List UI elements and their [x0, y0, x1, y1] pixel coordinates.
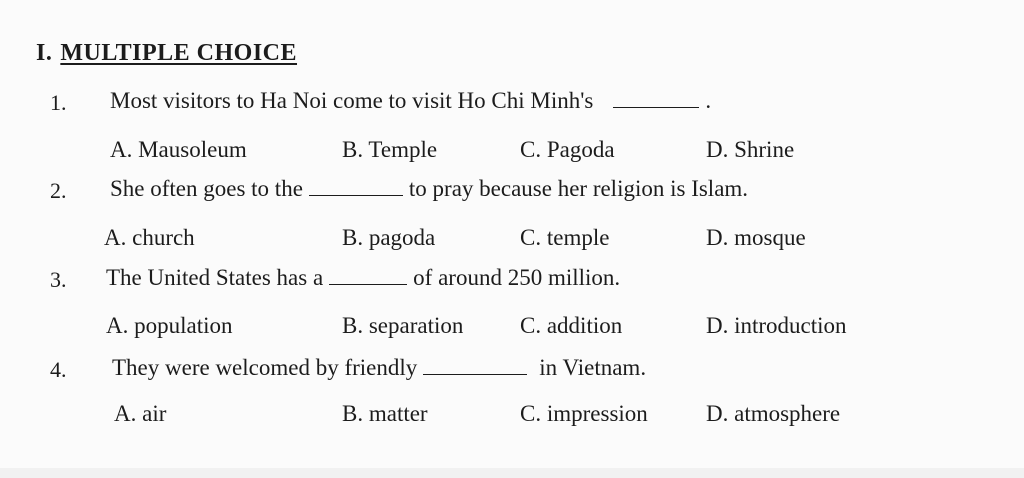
question-2-text-before: She often goes to the	[110, 176, 303, 201]
question-3-option-c: C. addition	[520, 313, 623, 338]
question-3-stem	[106, 265, 620, 291]
question-2-option-d: D. mosque	[706, 225, 806, 250]
question-3-option-a: A. population	[106, 313, 233, 338]
question-2-stem	[110, 176, 748, 202]
question-2-number: 2.	[50, 178, 67, 203]
question-4-stem	[112, 355, 646, 381]
question-2-option-a: A. church	[104, 225, 195, 250]
section-number: I.	[36, 40, 53, 66]
question-3-blank	[329, 266, 407, 285]
question-3-option-b: B. separation	[342, 313, 464, 338]
question-2-option-c: C. temple	[520, 225, 610, 250]
question-3-option-d: D. introduction	[706, 313, 847, 338]
question-1-text-before: Most visitors to Ha Noi come to visit Ho Chi Minh's	[110, 88, 594, 113]
question-2-option-b: B. pagoda	[342, 225, 436, 250]
question-1-blank	[613, 89, 699, 108]
question-4-text-after: in Vietnam.	[539, 355, 647, 380]
question-4-number: 4.	[50, 357, 67, 382]
question-1-option-b: B. Temple	[342, 137, 438, 162]
question-1-option-d: D. Shrine	[706, 137, 795, 162]
question-1-number: 1.	[50, 90, 67, 115]
question-2-text-after: to pray because her religion is Islam.	[408, 176, 749, 201]
section-heading	[36, 40, 297, 67]
question-4-option-d: D. atmosphere	[706, 401, 841, 426]
question-3-text-before: The United States has a	[106, 265, 324, 290]
question-3-text-after: of around 250 million.	[413, 265, 621, 290]
section-title: MULTIPLE CHOICE	[60, 40, 298, 66]
question-4-blank	[423, 356, 527, 375]
question-4-option-a: A. air	[114, 401, 167, 426]
question-1-option-a: A. Mausoleum	[110, 137, 247, 162]
question-4-text-before: They were welcomed by friendly	[112, 355, 418, 380]
question-1-stem	[110, 88, 711, 114]
question-1-text-after: .	[705, 88, 712, 113]
question-2-blank	[309, 177, 403, 196]
question-3-number: 3.	[50, 267, 67, 292]
question-4-option-b: B. matter	[342, 401, 428, 426]
question-1-option-c: C. Pagoda	[520, 137, 615, 162]
question-4-option-c: C. impression	[520, 401, 648, 426]
page-bottom-edge	[0, 468, 1024, 478]
